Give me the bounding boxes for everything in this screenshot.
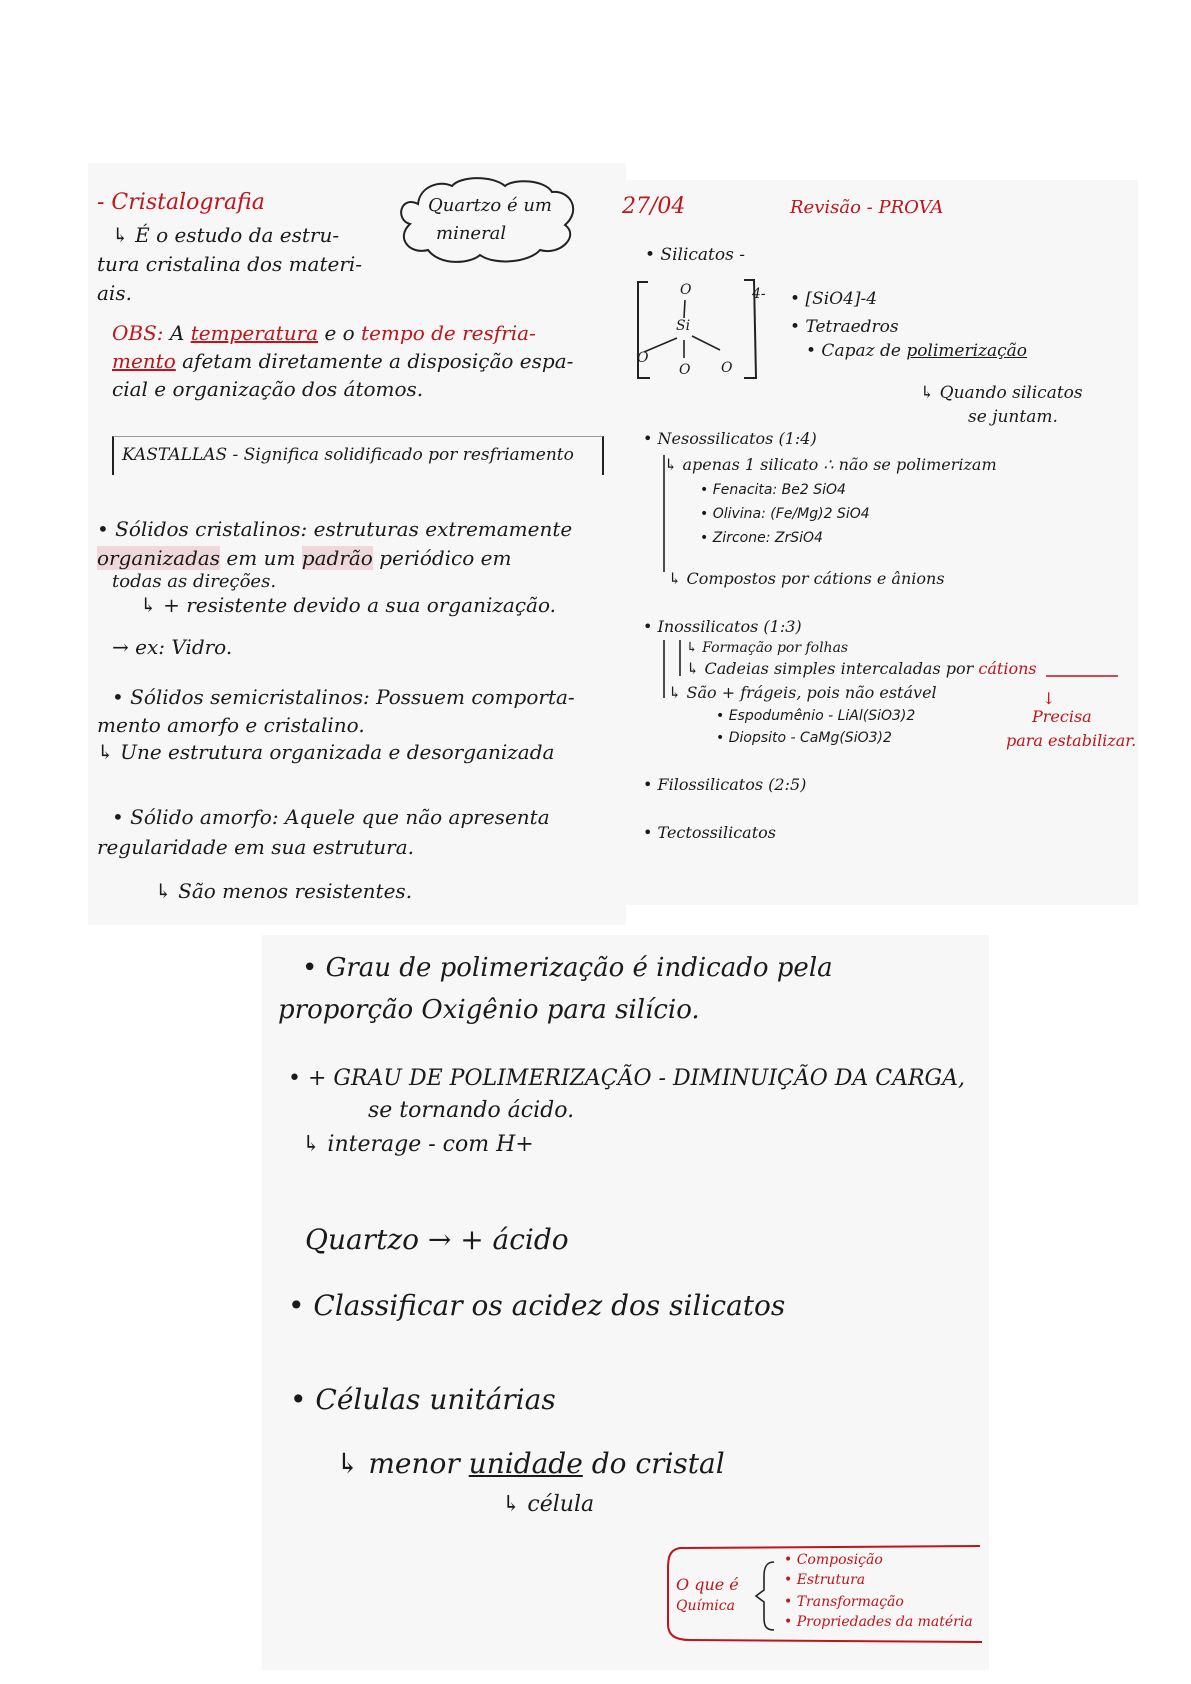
silicatos-heading: • Silicatos - bbox=[645, 245, 745, 265]
atom-si: Si bbox=[676, 318, 691, 334]
inossilicatos-line-1: ↳ Formação por folhas bbox=[686, 640, 849, 656]
quando-silicatos-line-1: ↳ Quando silicatos bbox=[920, 383, 1083, 403]
inossilicatos-line-2-text: ↳ Cadeias simples intercaladas por bbox=[686, 659, 974, 678]
quimica-item: • Composição bbox=[784, 1552, 883, 1568]
grau-line-1: • Grau de polimerização é indicado pela bbox=[302, 953, 833, 983]
semicristalinos-line-3: ↳ Une estrutura organizada e desorganizada bbox=[97, 740, 555, 764]
charge-label: 4- bbox=[752, 286, 766, 302]
gran-line-3: ↳ interage - com H+ bbox=[302, 1132, 534, 1157]
obs-a: A bbox=[169, 321, 185, 345]
obs-paragraph-line-3: cial e organização dos átomos. bbox=[112, 377, 424, 401]
amorfo-line-3: ↳ São menos resistentes. bbox=[155, 879, 413, 903]
precisa-arrow: ↓ bbox=[1042, 689, 1056, 708]
mineral-espodumenio: • Espodumênio - LiAl(SiO3)2 bbox=[716, 708, 916, 724]
amorfo-rest: Aquele que não apresenta bbox=[284, 805, 550, 829]
capaz-prefix: • Capaz de bbox=[806, 341, 901, 361]
solidos-cristalinos-line-4: ↳ + resistente devido a sua organização. bbox=[140, 593, 557, 617]
revision-title: Revisão - PROVA bbox=[790, 197, 944, 218]
gran-line-2: se tornando ácido. bbox=[368, 1098, 575, 1123]
solidos-cristalinos-rest: estruturas extremamente bbox=[313, 517, 573, 541]
cations-label: cátions bbox=[978, 659, 1037, 678]
sc-end: periódico em bbox=[379, 546, 512, 570]
kastallas-text: KASTALLAS - Significa solidificado por resfriamento bbox=[122, 445, 574, 465]
obs-rest-1: afetam diretamente a disposição espa- bbox=[182, 349, 574, 373]
amorfo-line-2: regularidade em sua estrutura. bbox=[97, 835, 415, 859]
solidos-cristalinos-example: → ex: Vidro. bbox=[112, 635, 233, 659]
grau-line-2: proporção Oxigênio para silício. bbox=[278, 995, 700, 1025]
unidade-underlined: unidade bbox=[468, 1447, 583, 1480]
para-estabilizar-label: para estabilizar. bbox=[1006, 731, 1137, 750]
precisa-label: Precisa bbox=[1032, 707, 1092, 726]
sc-mid: em um bbox=[226, 546, 296, 570]
inossilicatos-line-3: ↳ São + frágeis, pois não estável bbox=[668, 683, 937, 702]
quimica-item: • Estrutura bbox=[784, 1572, 866, 1588]
semicristalinos-line-2: mento amorfo e cristalino. bbox=[97, 713, 365, 737]
definition-line-2: tura cristalina dos materi- bbox=[97, 252, 363, 276]
highlight-organizadas: organizadas bbox=[97, 546, 221, 570]
solidos-cristalinos-title: • Sólidos cristalinos: bbox=[97, 517, 308, 541]
quimica-item: • Propriedades da matéria bbox=[784, 1614, 973, 1630]
obs-label: OBS: bbox=[112, 321, 164, 345]
nesossilicatos-line-1: ↳ apenas 1 silicato ∴ não se polimerizam bbox=[664, 455, 997, 474]
obs-e: e o bbox=[324, 321, 355, 345]
obs-tempo: tempo de resfria- bbox=[361, 321, 536, 345]
atom-o-right: O bbox=[721, 360, 733, 376]
solidos-cristalinos-line-3: todas as direções. bbox=[112, 571, 277, 592]
mineral-diopsito: • Diopsito - CaMg(SiO3)2 bbox=[716, 730, 892, 746]
mineral-zircone: • Zircone: ZrSiO4 bbox=[700, 530, 823, 546]
celula-line: ↳ célula bbox=[502, 1492, 595, 1517]
inossilicatos-heading: • Inossilicatos (1:3) bbox=[643, 617, 802, 636]
classificar-line: • Classificar os acidez dos silicatos bbox=[288, 1289, 786, 1322]
quartzo-line: Quartzo → + ácido bbox=[305, 1223, 569, 1256]
cloud-text-line-2: mineral bbox=[436, 223, 507, 244]
mineral-olivina: • Olivina: (Fe/Mg)2 SiO4 bbox=[700, 506, 870, 522]
tectossilicatos-heading: • Tectossilicatos bbox=[643, 823, 776, 842]
nesossilicatos-compostos: ↳ Compostos por cátions e ânions bbox=[668, 569, 945, 588]
atom-o-left: O bbox=[637, 350, 649, 366]
menor-suffix: do cristal bbox=[591, 1447, 725, 1480]
atom-o-top: O bbox=[680, 282, 692, 298]
semicristalinos-title: • Sólidos semicristalinos: bbox=[112, 685, 370, 709]
mineral-fenacita: • Fenacita: Be2 SiO4 bbox=[700, 482, 846, 498]
cloud-text-line-1: Quartzo é um bbox=[428, 195, 552, 216]
date-label: 27/04 bbox=[622, 194, 686, 219]
definition-line-3: ais. bbox=[97, 281, 132, 305]
filossilicatos-heading: • Filossilicatos (2:5) bbox=[643, 775, 807, 794]
formula-sio4: • [SiO4]-4 bbox=[790, 289, 878, 309]
quimica-box-title-1: O que é bbox=[676, 1575, 739, 1594]
amorfo-title: • Sólido amorfo: bbox=[112, 805, 279, 829]
section-title-cristalografia: - Cristalografia bbox=[97, 190, 265, 215]
definition-line-1: ↳ É o estudo da estru- bbox=[112, 223, 340, 247]
quando-silicatos-line-2: se juntam. bbox=[968, 407, 1058, 427]
capaz-polimerizacao: polimerização bbox=[906, 341, 1028, 361]
gran-line-1: • + GRAU DE POLIMERIZAÇÃO - DIMINUIÇÃO DA CARGA, bbox=[288, 1066, 966, 1091]
quimica-item: • Transformação bbox=[784, 1594, 904, 1610]
atom-o-bottom: O bbox=[679, 362, 691, 378]
obs-mento: mento bbox=[112, 349, 176, 373]
tetraedros-label: • Tetraedros bbox=[790, 317, 899, 337]
semicristalinos-rest: Possuem comporta- bbox=[376, 685, 575, 709]
quimica-box-title-2: Química bbox=[676, 1598, 735, 1614]
menor-prefix: ↳ menor bbox=[336, 1447, 460, 1480]
obs-temperatura: temperatura bbox=[190, 321, 319, 345]
celulas-heading: • Células unitárias bbox=[290, 1383, 556, 1416]
nesossilicatos-heading: • Nesossilicatos (1:4) bbox=[643, 429, 817, 448]
highlight-padrao: padrão bbox=[301, 546, 373, 570]
